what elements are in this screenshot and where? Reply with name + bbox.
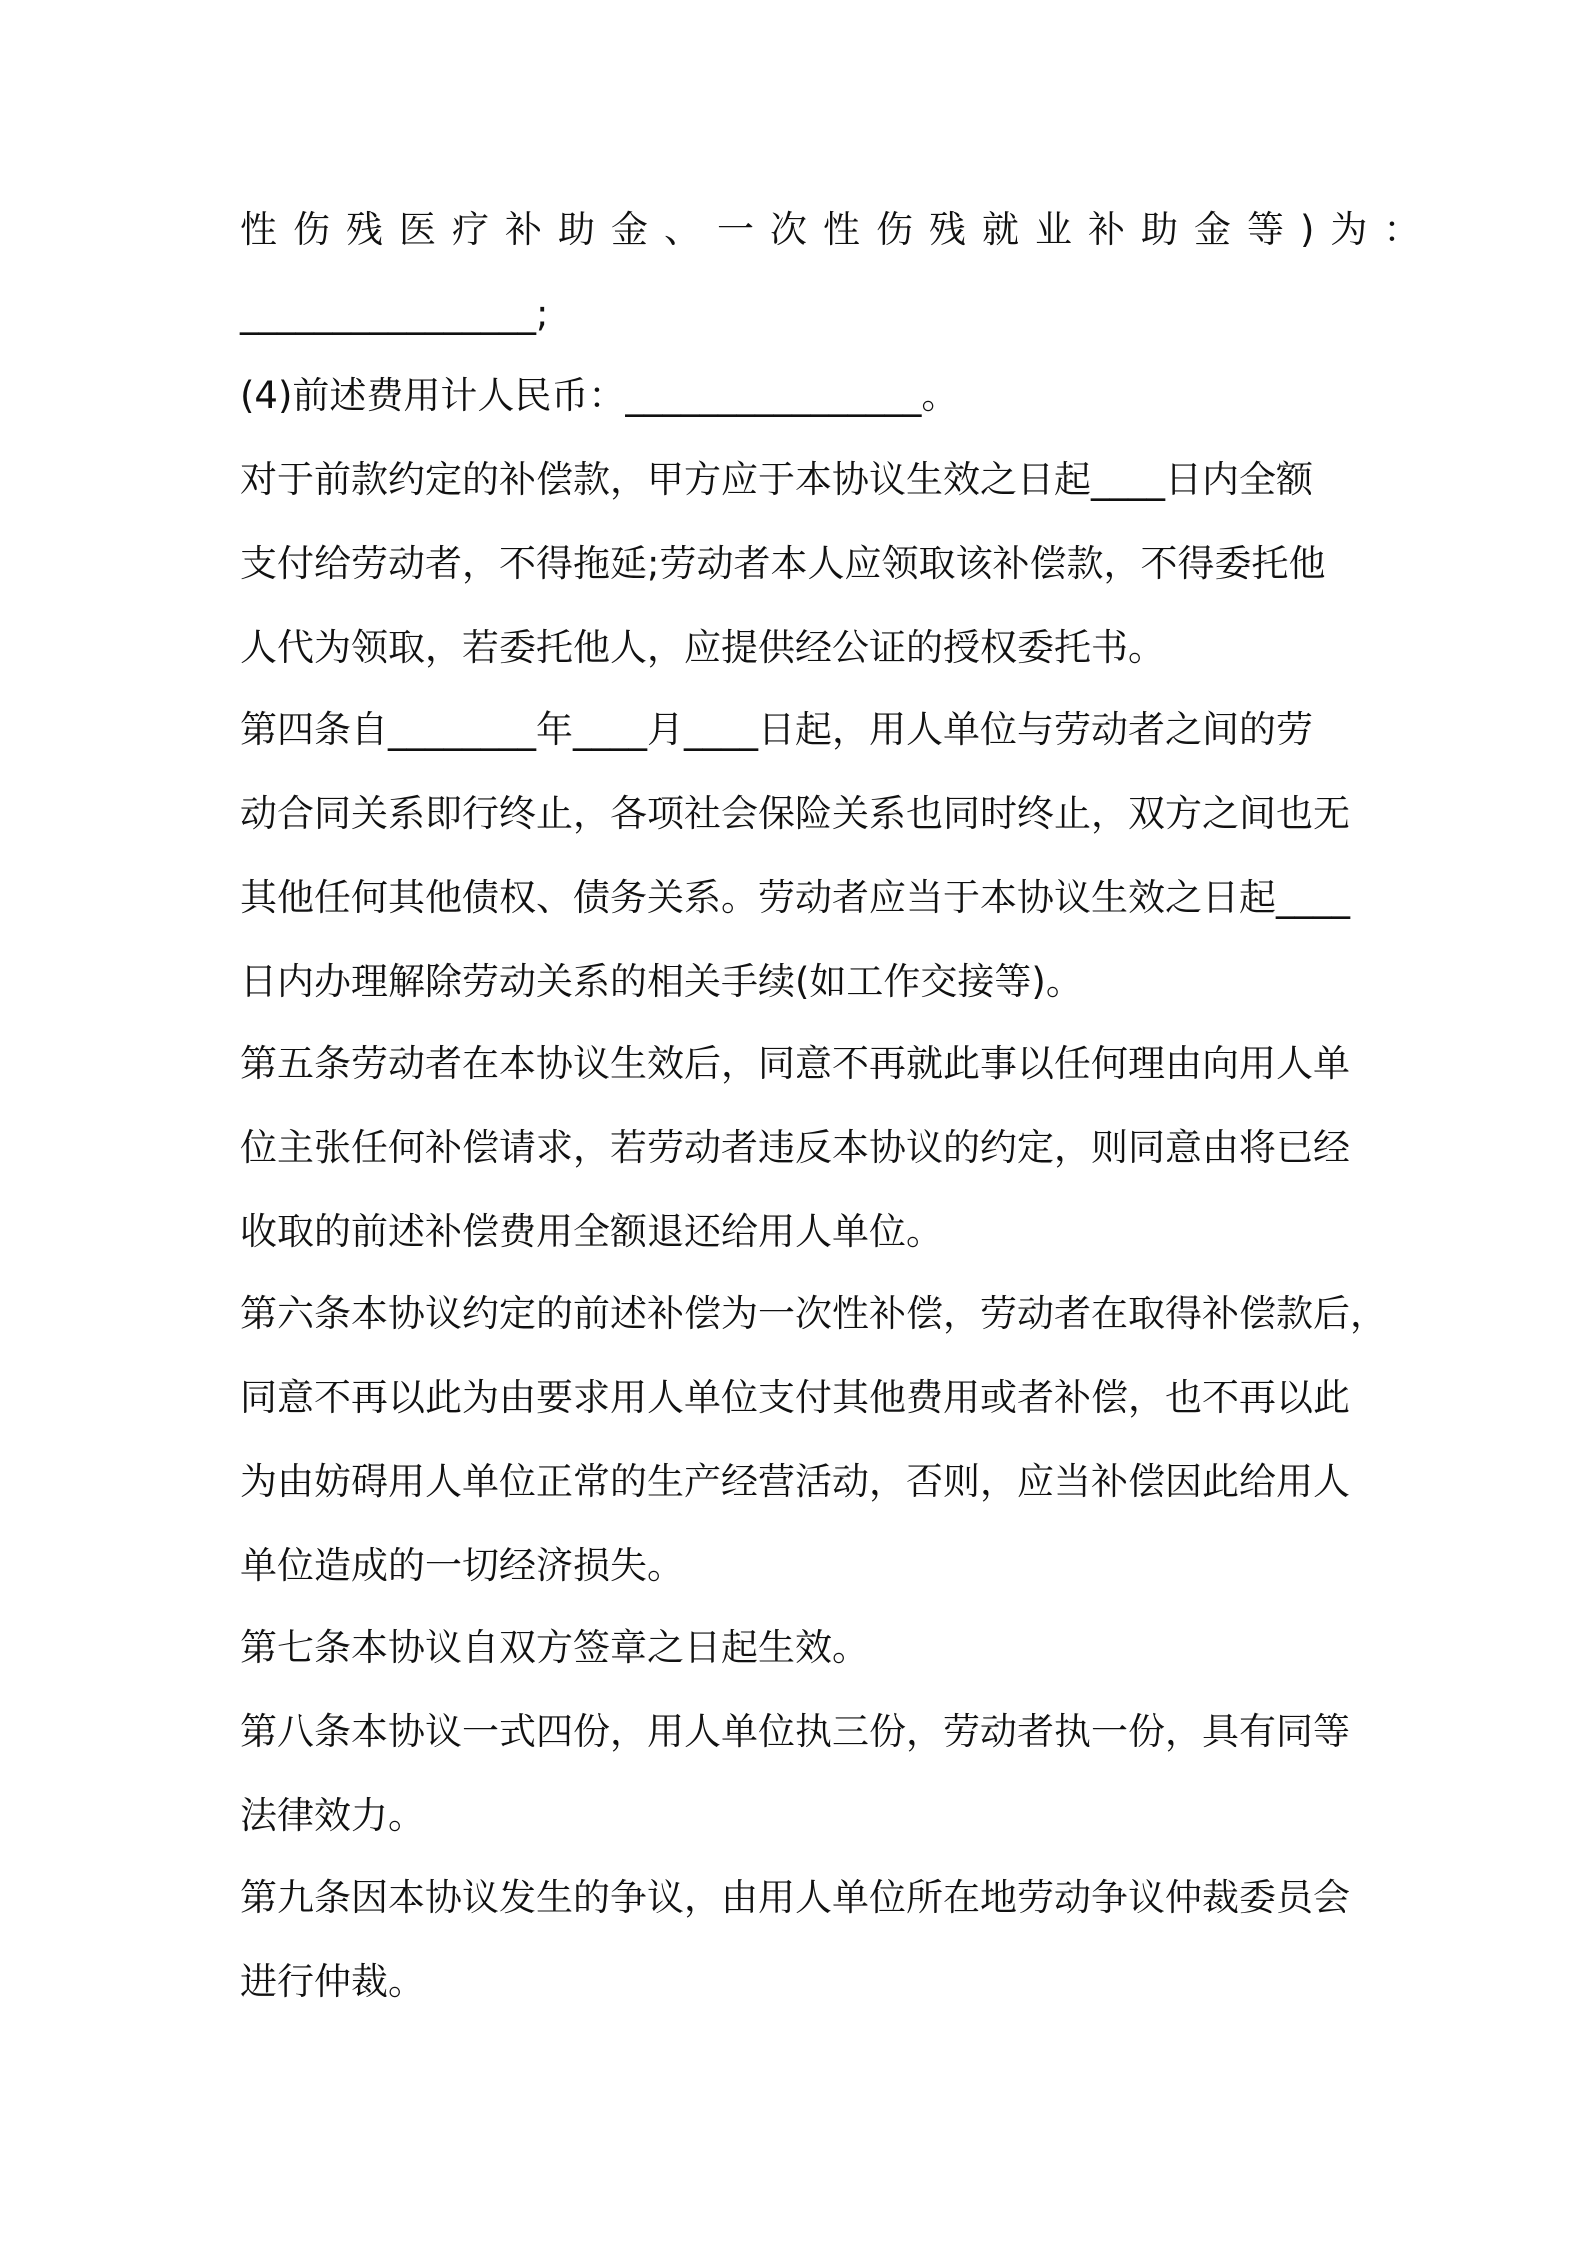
text-line-19: 第八条本协议一式四份，用人单位执三份，劳动者执一份，具有同等	[240, 1710, 1350, 1753]
text-line-8: 动合同关系即行终止，各项社会保险关系也同时终止，双方之间也无	[240, 792, 1350, 835]
text-line-3: (4)前述费用计人民币：________________。	[240, 374, 959, 417]
text-line-14: 第六条本协议约定的前述补偿为一次性补偿，劳动者在取得补偿款后，	[240, 1292, 1387, 1335]
text-line-12: 位主张任何补偿请求，若劳动者违反本协议的约定，则同意由将已经	[240, 1126, 1350, 1169]
text-line-16: 为由妨碍用人单位正常的生产经营活动，否则，应当补偿因此给用人	[240, 1460, 1350, 1503]
text-line-9: 其他任何其他债权、债务关系。劳动者应当于本协议生效之日起____	[240, 876, 1350, 919]
text-line-18: 第七条本协议自双方签章之日起生效。	[240, 1626, 869, 1669]
text-line-1: 性伤残医疗补助金、一次性伤残就业补助金等)为：	[240, 208, 1437, 251]
text-line-2: ________________;	[240, 292, 549, 335]
text-line-6: 人代为领取，若委托他人，应提供经公证的授权委托书。	[240, 626, 1165, 669]
text-line-7: 第四条自________年____月____日起，用人单位与劳动者之间的劳	[240, 708, 1313, 751]
text-line-5: 支付给劳动者，不得拖延;劳动者本人应领取该补偿款，不得委托他	[240, 542, 1326, 585]
text-line-20: 法律效力。	[240, 1794, 425, 1837]
text-line-11: 第五条劳动者在本协议生效后，同意不再就此事以任何理由向用人单	[240, 1042, 1350, 1085]
text-line-10: 日内办理解除劳动关系的相关手续(如工作交接等)。	[240, 960, 1083, 1003]
text-line-21: 第九条因本协议发生的争议，由用人单位所在地劳动争议仲裁委员会	[240, 1876, 1350, 1919]
text-line-17: 单位造成的一切经济损失。	[240, 1544, 684, 1587]
text-line-15: 同意不再以此为由要求用人单位支付其他费用或者补偿，也不再以此	[240, 1376, 1350, 1419]
text-line-22: 进行仲裁。	[240, 1960, 425, 2003]
text-line-13: 收取的前述补偿费用全额退还给用人单位。	[240, 1210, 943, 1253]
text-line-4: 对于前款约定的补偿款，甲方应于本协议生效之日起____日内全额	[240, 458, 1313, 501]
